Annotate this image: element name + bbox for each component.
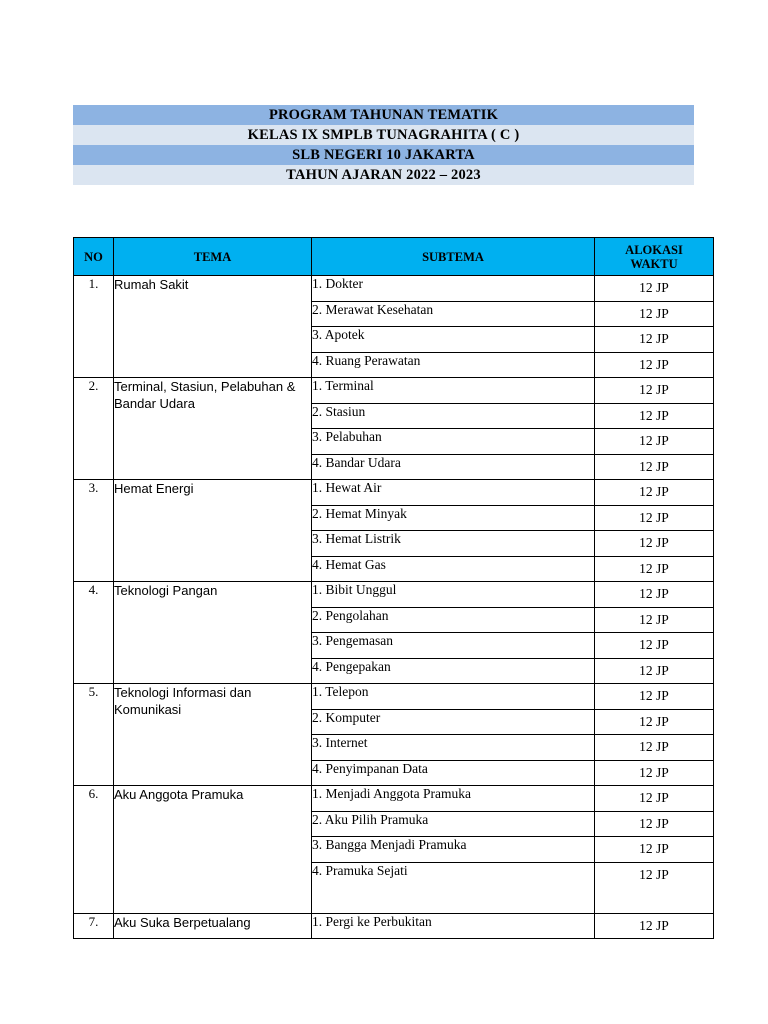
row-subtema: 4. Penyimpanan Data — [312, 760, 595, 786]
row-subtema: 4. Pramuka Sejati — [312, 862, 595, 913]
title-class: KELAS IX SMPLB TUNAGRAHITA ( C ) — [73, 125, 694, 145]
row-alokasi: 12 JP — [595, 403, 714, 429]
row-subtema: 3. Apotek — [312, 327, 595, 353]
row-alokasi: 12 JP — [595, 684, 714, 710]
title-program: PROGRAM TAHUNAN TEMATIK — [73, 105, 694, 125]
row-no: 1. — [74, 276, 114, 378]
row-alokasi: 12 JP — [595, 505, 714, 531]
row-subtema: 3. Bangga Menjadi Pramuka — [312, 837, 595, 863]
row-tema: Aku Anggota Pramuka — [114, 786, 312, 914]
row-subtema: 2. Stasiun — [312, 403, 595, 429]
row-alokasi: 12 JP — [595, 786, 714, 812]
row-subtema: 4. Bandar Udara — [312, 454, 595, 480]
row-subtema: 4. Ruang Perawatan — [312, 352, 595, 378]
table-row — [74, 786, 714, 812]
row-alokasi: 12 JP — [595, 735, 714, 761]
table-header-row — [74, 238, 714, 276]
row-subtema: 4. Pengepakan — [312, 658, 595, 684]
row-tema: Hemat Energi — [114, 480, 312, 582]
row-subtema: 3. Pengemasan — [312, 633, 595, 659]
row-subtema: 2. Komputer — [312, 709, 595, 735]
row-alokasi: 12 JP — [595, 276, 714, 302]
row-alokasi: 12 JP — [595, 556, 714, 582]
row-alokasi: 12 JP — [595, 454, 714, 480]
program-table — [73, 237, 714, 939]
document-title-block — [73, 105, 694, 185]
row-subtema: 2. Merawat Kesehatan — [312, 301, 595, 327]
table-row — [74, 378, 714, 404]
header-alokasi: ALOKASI WAKTU — [595, 238, 714, 276]
row-tema: Teknologi Informasi dan Komunikasi — [114, 684, 312, 786]
header-subtema: SUBTEMA — [312, 238, 595, 276]
row-alokasi: 12 JP — [595, 811, 714, 837]
row-alokasi: 12 JP — [595, 709, 714, 735]
row-alokasi: 12 JP — [595, 607, 714, 633]
row-subtema: 1. Terminal — [312, 378, 595, 404]
row-tema: Rumah Sakit — [114, 276, 312, 378]
row-no: 2. — [74, 378, 114, 480]
table-row — [74, 480, 714, 506]
row-no: 7. — [74, 913, 114, 939]
row-tema: Aku Suka Berpetualang — [114, 913, 312, 939]
row-alokasi: 12 JP — [595, 429, 714, 455]
row-tema: Teknologi Pangan — [114, 582, 312, 684]
row-subtema: 4. Hemat Gas — [312, 556, 595, 582]
row-subtema: 1. Menjadi Anggota Pramuka — [312, 786, 595, 812]
row-subtema: 3. Internet — [312, 735, 595, 761]
row-alokasi: 12 JP — [595, 837, 714, 863]
row-alokasi: 12 JP — [595, 352, 714, 378]
header-tema: TEMA — [114, 238, 312, 276]
row-alokasi: 12 JP — [595, 633, 714, 659]
row-alokasi: 12 JP — [595, 658, 714, 684]
row-subtema: 2. Pengolahan — [312, 607, 595, 633]
row-no: 4. — [74, 582, 114, 684]
row-alokasi: 12 JP — [595, 480, 714, 506]
table-row — [74, 276, 714, 302]
table-row — [74, 684, 714, 710]
row-alokasi: 12 JP — [595, 378, 714, 404]
row-alokasi: 12 JP — [595, 760, 714, 786]
row-subtema: 2. Hemat Minyak — [312, 505, 595, 531]
row-alokasi: 12 JP — [595, 913, 714, 939]
row-subtema: 1. Telepon — [312, 684, 595, 710]
row-alokasi: 12 JP — [595, 862, 714, 913]
row-alokasi: 12 JP — [595, 531, 714, 557]
table-row — [74, 582, 714, 608]
row-subtema: 2. Aku Pilih Pramuka — [312, 811, 595, 837]
row-subtema: 1. Pergi ke Perbukitan — [312, 913, 595, 939]
row-tema: Terminal, Stasiun, Pelabuhan & Bandar Udara — [114, 378, 312, 480]
row-subtema: 1. Bibit Unggul — [312, 582, 595, 608]
row-no: 6. — [74, 786, 114, 914]
row-no: 3. — [74, 480, 114, 582]
row-subtema: 1. Hewat Air — [312, 480, 595, 506]
row-subtema: 1. Dokter — [312, 276, 595, 302]
title-year: TAHUN AJARAN 2022 – 2023 — [73, 165, 694, 185]
row-subtema: 3. Pelabuhan — [312, 429, 595, 455]
row-alokasi: 12 JP — [595, 582, 714, 608]
row-alokasi: 12 JP — [595, 327, 714, 353]
table-row — [74, 913, 714, 939]
row-subtema: 3. Hemat Listrik — [312, 531, 595, 557]
row-alokasi: 12 JP — [595, 301, 714, 327]
header-no: NO — [74, 238, 114, 276]
title-school: SLB NEGERI 10 JAKARTA — [73, 145, 694, 165]
row-no: 5. — [74, 684, 114, 786]
